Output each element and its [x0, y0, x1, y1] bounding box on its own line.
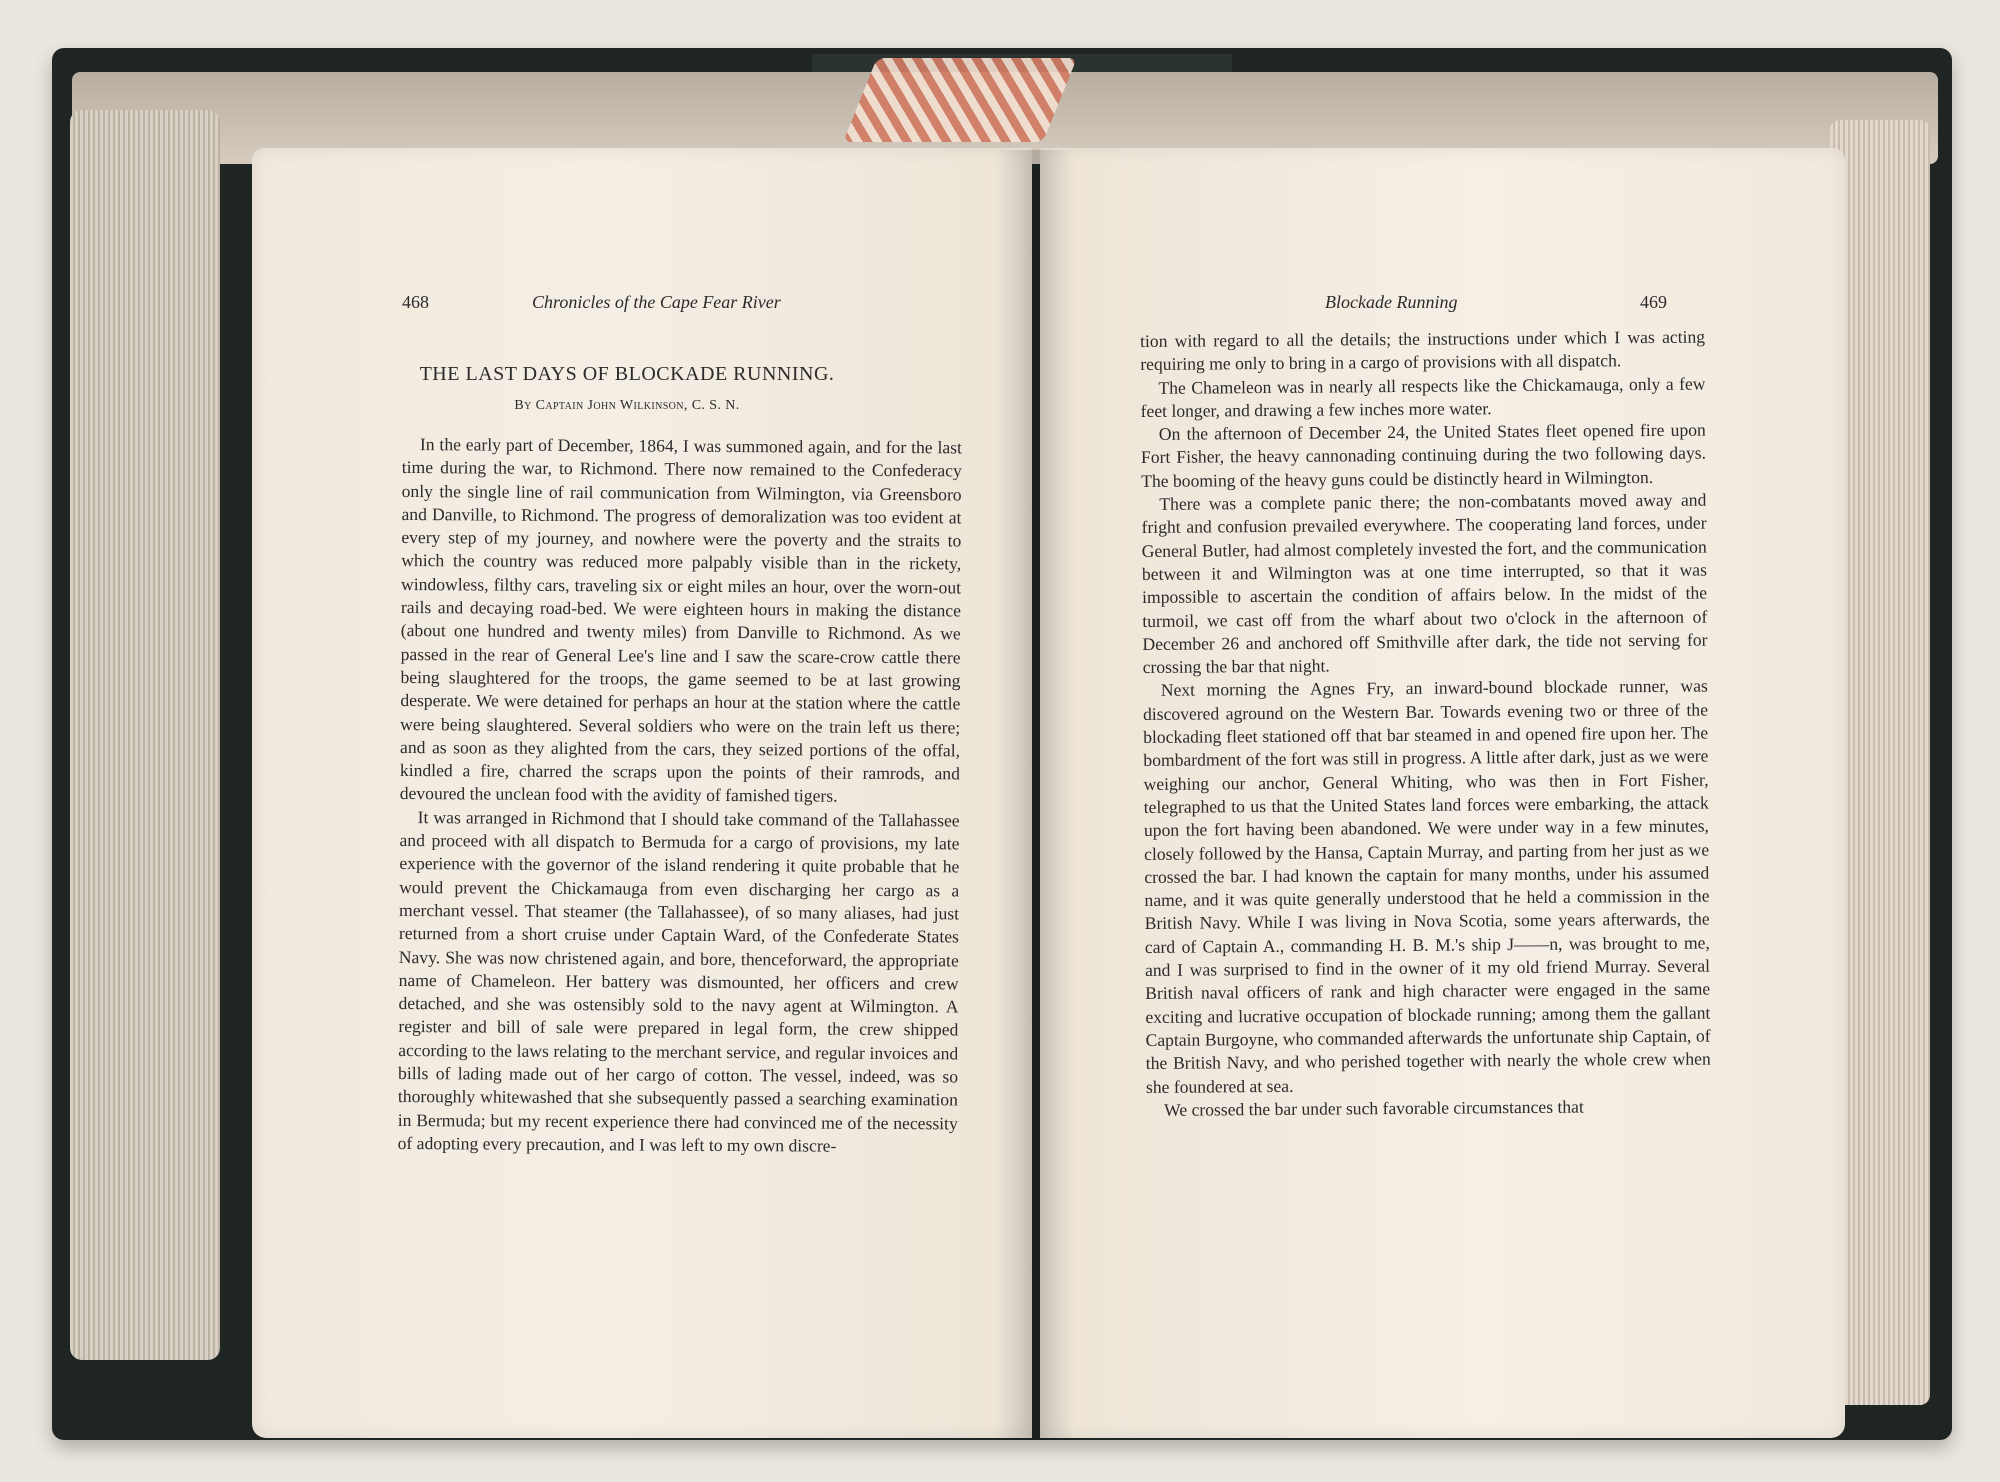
left-page-text	[398, 433, 962, 1159]
right-page-number: 469	[1640, 292, 1667, 312]
right-paragraph-3: On the afternoon of December 24, the United States fleet opened fire upon Fort Fisher, the heavy cannonading continuing during the two following days. The booming of the heavy guns could be distinctly heard in Wilmington.	[1140, 419, 1707, 491]
right-page-edges	[1830, 120, 1930, 1405]
right-paragraph-2: The Chameleon was in nearly all respects like the Chickamauga, only a few feet longer, and drawing a few inches more water.	[1140, 373, 1706, 421]
right-page	[1040, 148, 1845, 1438]
right-running-header: Blockade Running	[1325, 292, 1458, 312]
right-paragraph-6: We crossed the bar under such favorable circumstances that	[1164, 1096, 1584, 1120]
right-paragraph-1: tion with regard to all the details; the instructions under which I was acting requiring me only to bring in a cargo of provisions with all dispatch.	[1140, 326, 1706, 375]
right-paragraph-4: There was a complete panic there; the non-combatants moved away and fright and confusion prevailed everywhere. The cooperating land forces, under General Butler, had almost completely invested the fort, and the communication between it and Wilmington was at one time interrupted, so that it was impossible to ascertain the condition of affairs below. In the midst of the turmoil, we cast off from the wharf about two o'clock in the afternoon of December 26 and anchored off Smithville after dark, the tide not serving for crossing the bar that night.	[1141, 489, 1708, 678]
left-page-edges	[70, 110, 220, 1360]
left-page	[252, 148, 1032, 1438]
left-running-header: Chronicles of the Cape Fear River	[532, 292, 781, 312]
article-byline: By Captain John Wilkinson, C. S. N.	[514, 398, 740, 413]
article-title: THE LAST DAYS OF BLOCKADE RUNNING.	[419, 363, 835, 385]
left-paragraph-2: It was arranged in Richmond that I should take command of the Tallahassee and proceed with all dispatch to Bermuda for a cargo of provisions, my late experience with the governor of the island rendering it quite probable that he would prevent the Chickamauga from even discharging her cargo as a merchant vessel. That steamer (the Tallahassee), of so many aliases, had just returned from a short cruise under Captain Ward, of the Confederate States Navy. She was now christened again, and bore, thenceforward, the appropriate name of Chameleon. Her battery was dismounted, her officers and crew detached, and she was ostensibly sold to the navy agent at Wilmington. A register and bill of sale were prepared in legal form, the crew shipped according to the laws relating to the merchant service, and regular invoices and bills of lading made out of her cargo of cotton. The vessel, indeed, was so thoroughly whitewashed that she subsequently passed a searching examination in Bermuda; but my recent experience there had convinced me of the necessity of adopting every precaution, and I was left to my own discre-	[397, 806, 960, 1156]
ribbon-bookmark	[843, 58, 1077, 142]
right-page-text	[1140, 326, 1711, 1123]
right-paragraph-5: Next morning the Agnes Fry, an inward-bound blockade runner, was discovered aground on the Western Bar. Towards evening two or three of the blockading fleet stationed off that bar steamed in and opened fire upon her. The bombardment of the fort was still in progress. A little after dark, just as we were weighing our anchor, General Whiting, who was then in Fort Fisher, telegraphed to us that the United States land forces were embarking, the attack upon the fort having been abandoned. We were under way in a few minutes, closely followed by the Hansa, Captain Murray, and parting from her just as we crossed the bar. I had known the captain for many months, under his assumed name, and it was quite generally understood that he held a commission in the British Navy. While I was living in Nova Scotia, some years afterwards, the card of Captain A., commanding H. B. M.'s ship J——n, was brought to me, and I was surprised to find in the owner of it my old friend Murray. Several British naval officers of rank and high character were engaged in the same exciting and lucrative occupation of blockade running; among them the gallant Captain Burgoyne, who commanded afterwards the unfortunate ship Captain, of the British Navy, and who perished together with nearly the whole crew when she foundered at sea.	[1142, 676, 1711, 1097]
left-paragraph-1: In the early part of December, 1864, I was summoned again, and for the last time during the war, to Richmond. There now remained to the Confederacy only the single line of rail communication from Wilmington, via Greensboro and Danville, to Richmond. The progress of demoralization was too evident at every step of my journey, and nowhere were the poverty and the straits to which the country was reduced more palpably visible than in the rickety, windowless, filthy cars, traveling six or eight miles an hour, over the worn-out rails and decaying road-bed. We were eighteen hours in making the distance (about one hundred and twenty miles) from Danville to Richmond. As we passed in the rear of General Lee's line and I saw the scare-crow cattle there being slaughtered for the troops, the game seemed to be at last growing desperate. We were detained for perhaps an hour at the station where the cattle were being slaughtered. Several soldiers who were on the train left us there; and as soon as they alighted from the cars, they seized portions of the offal, kindled a fire, charred the scraps upon the points of their ramrods, and devoured the unclean food with the avidity of famished tigers.	[399, 434, 962, 807]
left-page-number: 468	[402, 292, 429, 312]
